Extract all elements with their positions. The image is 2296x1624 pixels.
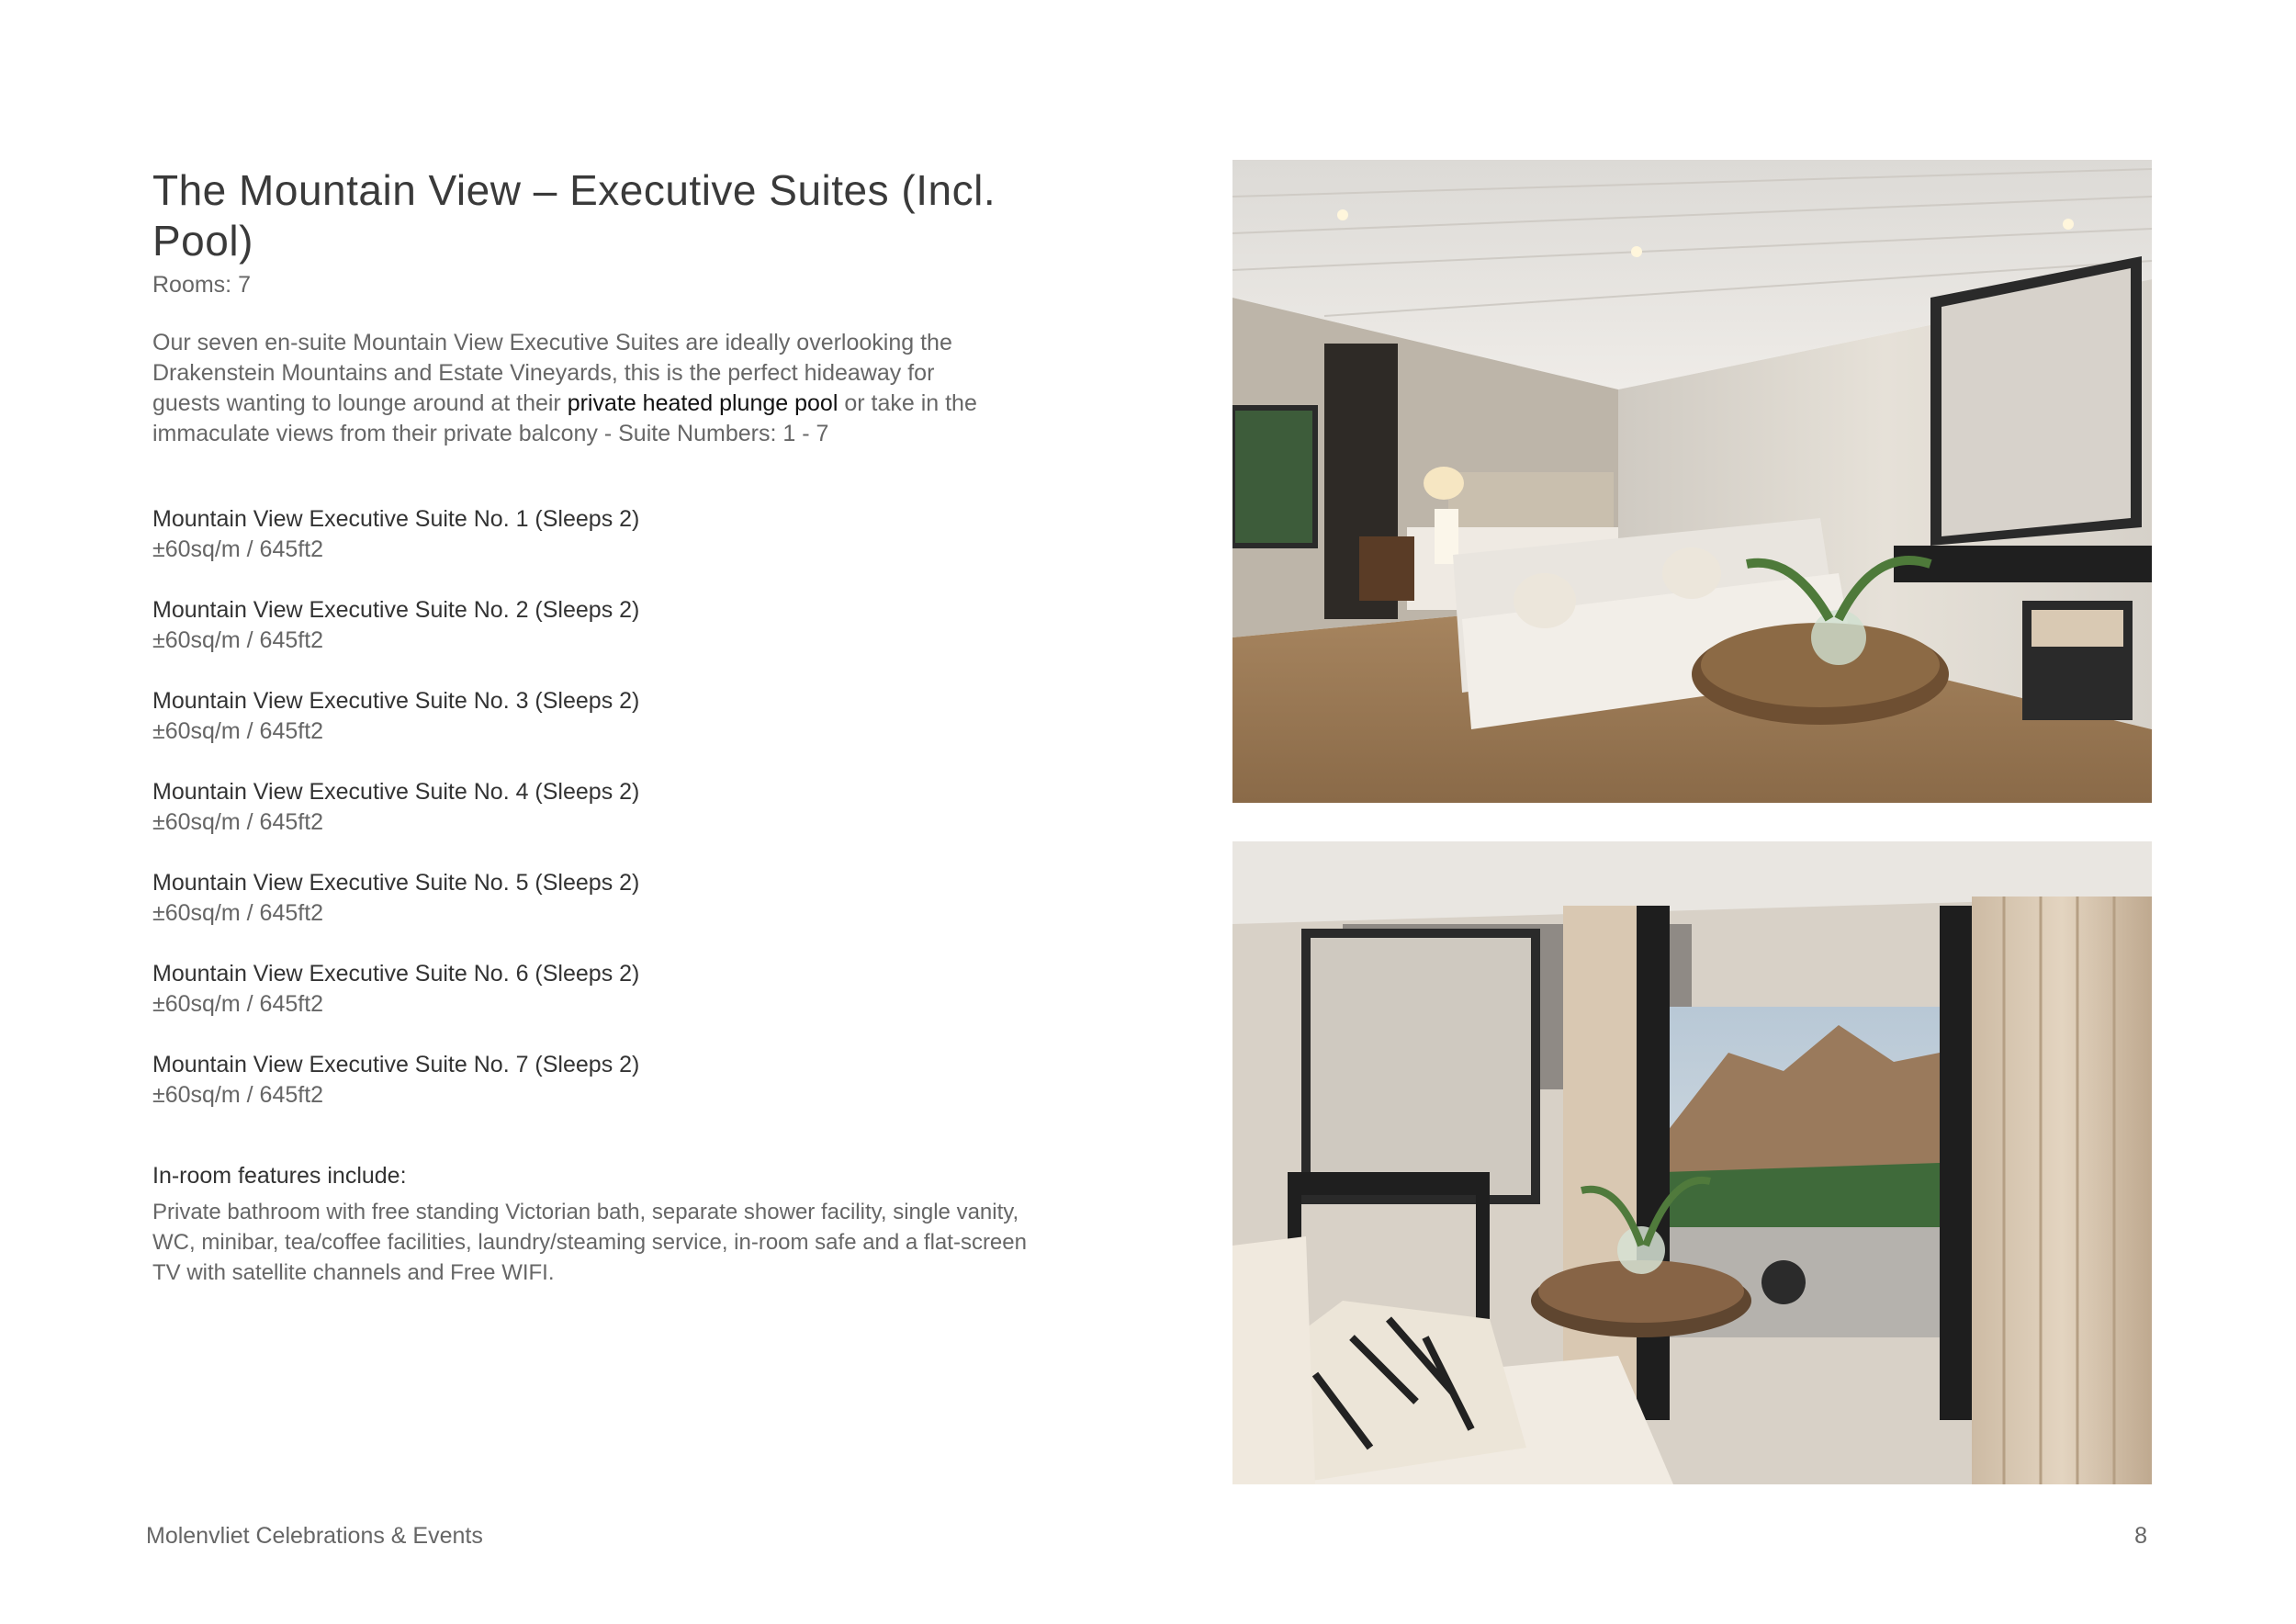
suite-name: Mountain View Executive Suite No. 7 (Sleeps 2) [152,1051,640,1077]
suite-size: ±60sq/m / 645ft2 [152,536,324,562]
suite-item [152,504,1034,565]
suite-name: Mountain View Executive Suite No. 5 (Sleeps 2) [152,869,640,896]
intro-text-start: Our seven en-suite Mountain View Executive Suites are ideally overlooking the Drakenstein Mountains and Estate Vineyards, this is the perfect hideaway for guests wanting to lounge around at their [152,329,952,416]
content-column [152,165,1034,1288]
suite-size: ±60sq/m / 645ft2 [152,899,324,926]
suite-item [152,686,1034,747]
suite-item [152,1050,1034,1111]
suite-item [152,868,1034,929]
suite-name: Mountain View Executive Suite No. 6 (Sleeps 2) [152,960,640,987]
suite-item [152,959,1034,1020]
suite-balcony-photo [1232,841,2152,1484]
suite-size: ±60sq/m / 645ft2 [152,1081,324,1108]
suite-bedroom-photo [1232,160,2152,803]
suite-size: ±60sq/m / 645ft2 [152,990,324,1017]
page-title: The Mountain View – Executive Suites (Incl. Pool) [152,166,996,265]
suite-size: ±60sq/m / 645ft2 [152,626,324,653]
intro-text-end: or take in the immaculate views from their private balcony - Suite Numbers: 1 - 7 [152,389,977,446]
features-text: Private bathroom with free standing Victorian bath, separate shower facility, single vanity, WC, minibar, tea/coffee facilities, laundry/steaming service, in-room safe and a flat-screen TV with satellite channels and Free WIFI. [152,1199,1027,1285]
suite-bedroom-illustration [1232,160,2152,803]
suite-item [152,595,1034,656]
suite-name: Mountain View Executive Suite No. 3 (Sleeps 2) [152,687,640,714]
footer-brand: Molenvliet Celebrations & Events [146,1523,483,1549]
suite-item [152,777,1034,838]
suite-name: Mountain View Executive Suite No. 4 (Sleeps 2) [152,778,640,805]
intro-highlight: private heated plunge pool [567,389,838,416]
page-number: 8 [2134,1523,2147,1549]
features-heading: In-room features include: [152,1162,407,1189]
suite-list [152,504,1034,1111]
suite-name: Mountain View Executive Suite No. 1 (Sleeps 2) [152,505,640,532]
suite-name: Mountain View Executive Suite No. 2 (Sleeps 2) [152,596,640,623]
suite-size: ±60sq/m / 645ft2 [152,717,324,744]
intro-paragraph [152,328,997,449]
suite-size: ±60sq/m / 645ft2 [152,808,324,835]
suite-balcony-illustration [1232,841,2152,1484]
rooms-count: Rooms: 7 [152,272,251,299]
